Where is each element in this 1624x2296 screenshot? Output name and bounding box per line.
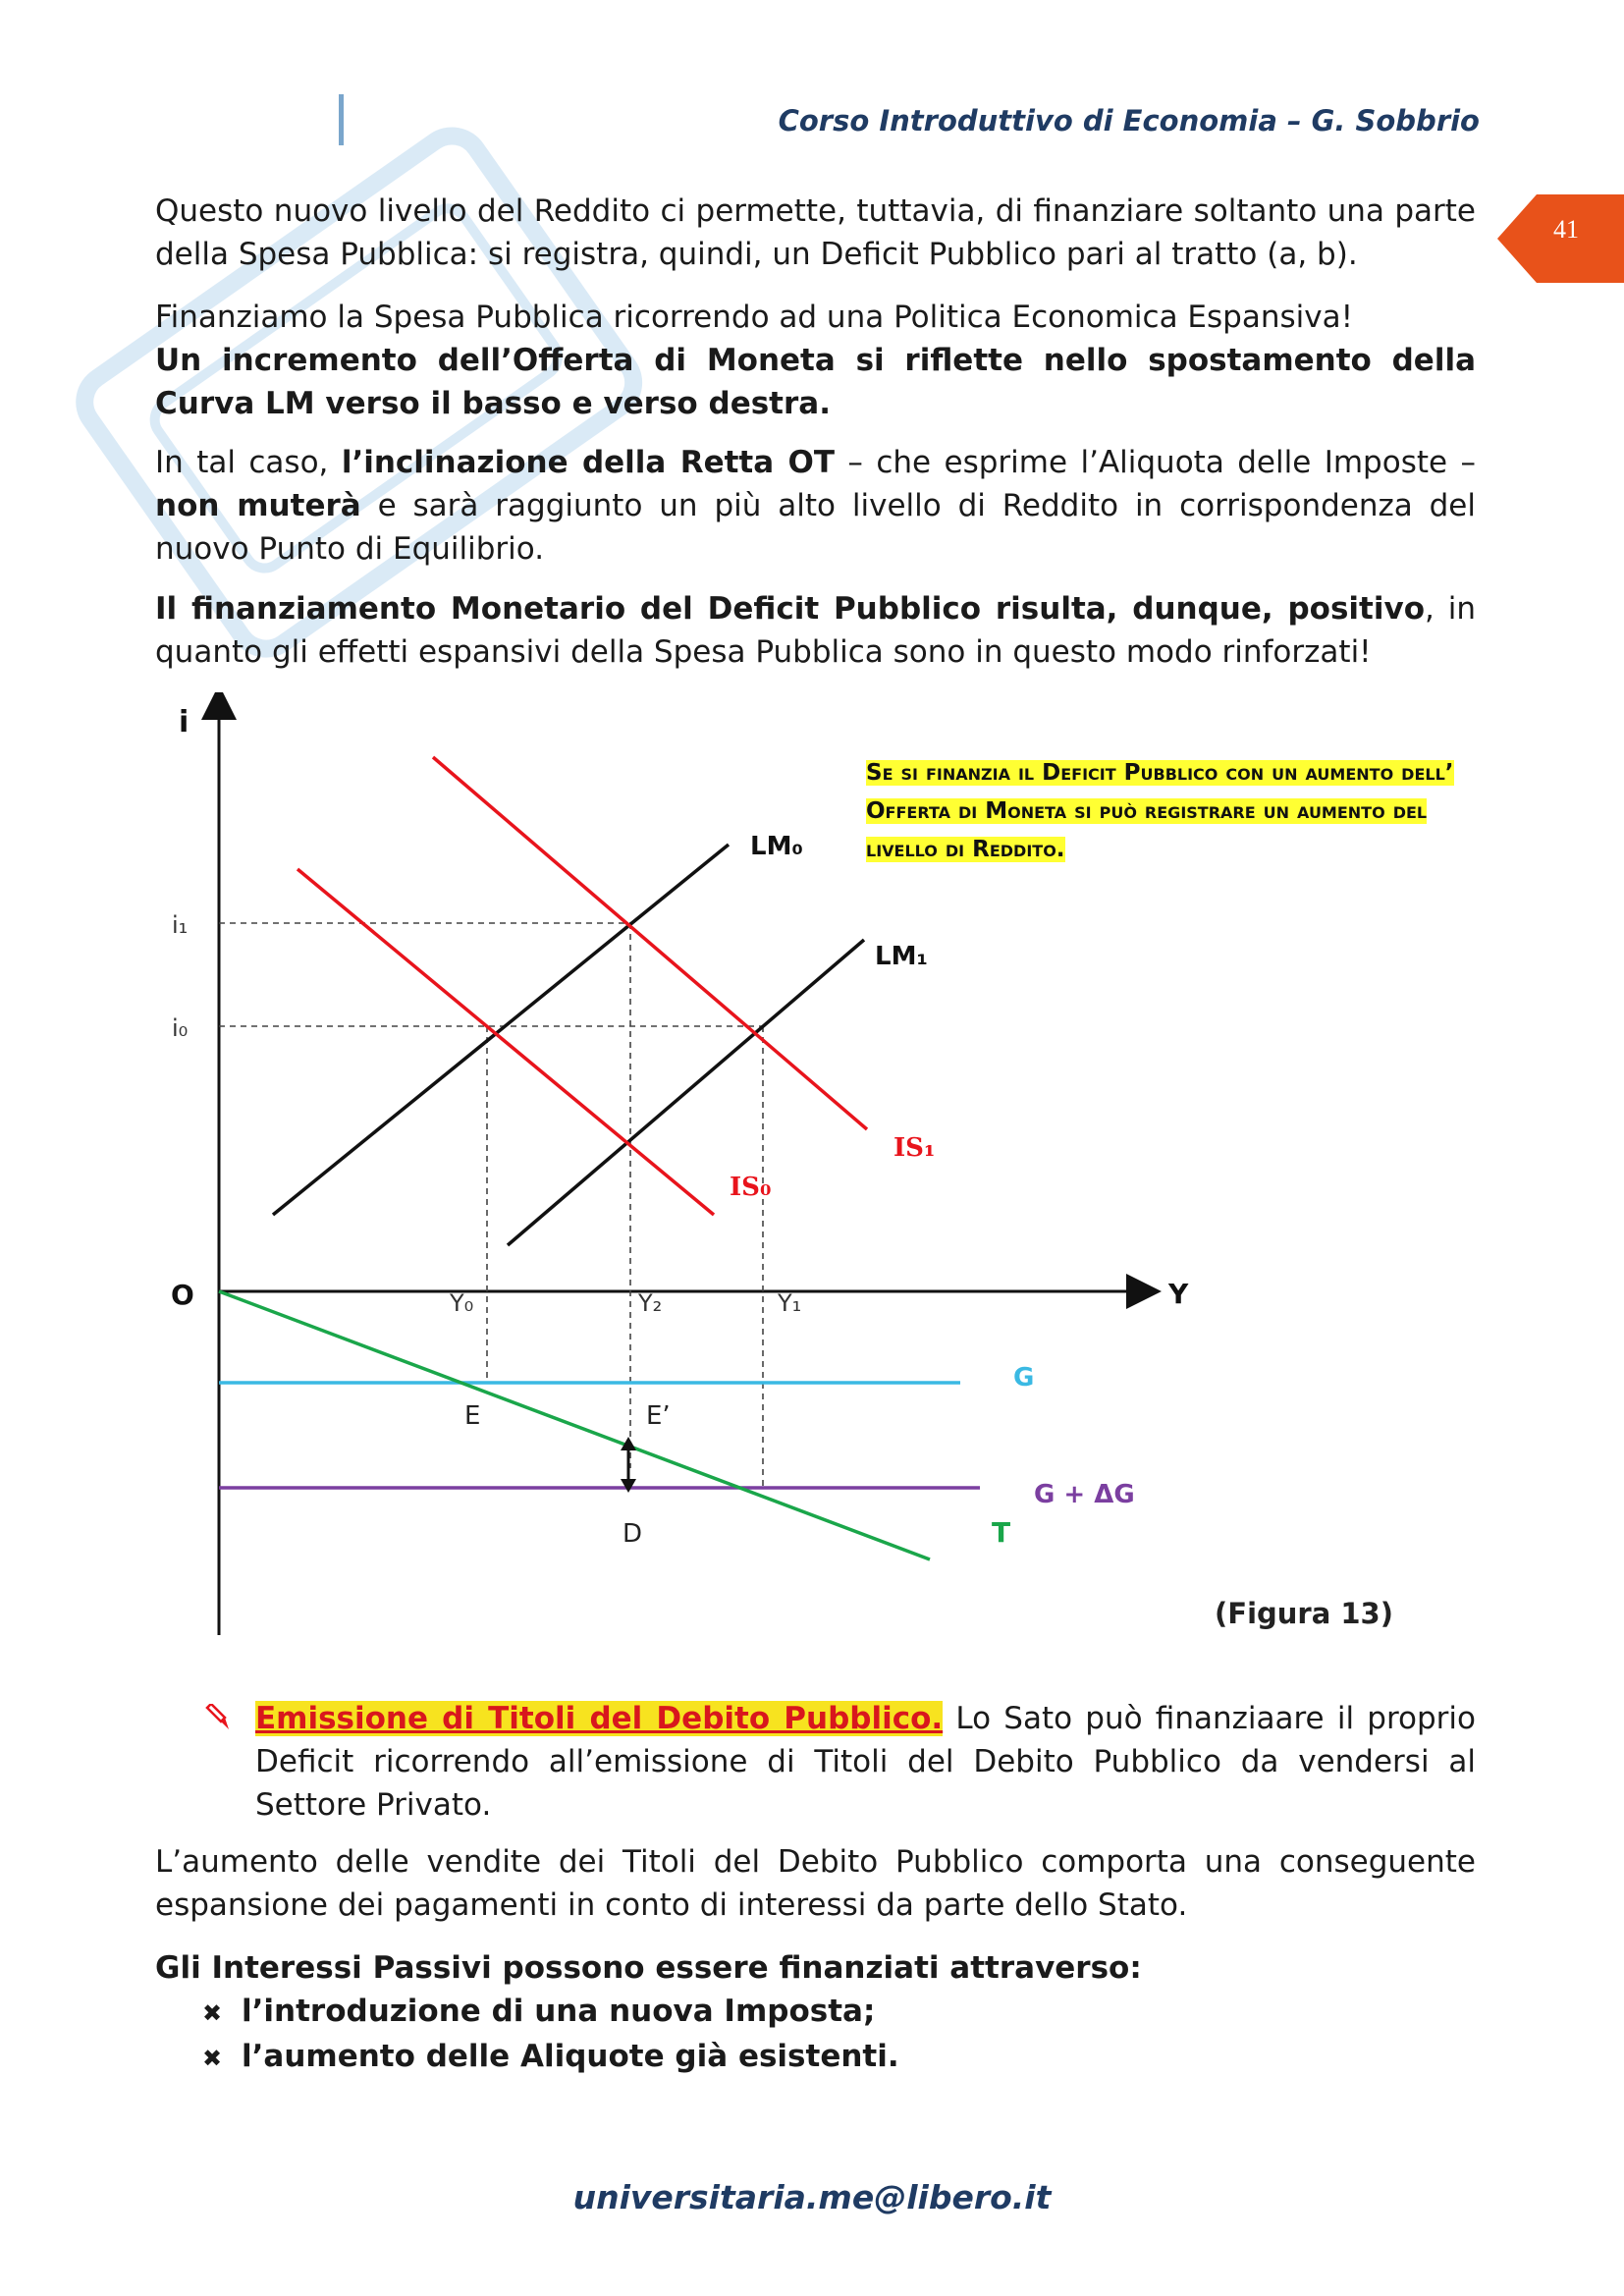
is0-curve: [298, 869, 714, 1215]
label-i1: i₁: [172, 911, 189, 939]
label-i0: i₀: [172, 1014, 189, 1042]
label-t: T: [992, 1516, 1011, 1549]
label-e-prime: E’: [646, 1401, 671, 1431]
is1-curve: [433, 757, 867, 1129]
bullet-text: Lo Sato può finanziaare il proprio Deficit ricorrendo all’emissione di Titoli del Debito Pubblico da vendersi al Settore Privato.: [255, 1701, 1476, 1823]
p4-bold: Il finanziamento Monetario del Deficit Pubblico risulta, dunque, positivo: [155, 591, 1425, 627]
label-i: i: [179, 705, 189, 739]
p4-rest: , in quanto gli effetti espansivi della Spesa Pubblica sono in questo modo rinforzati!: [155, 591, 1476, 670]
paragraph-2-bold: Un incremento dell’Offerta di Moneta si riflette nello spostamento della Curva LM verso il basso e verso destra.: [155, 343, 1476, 421]
paragraph-5: L’aumento delle vendite dei Titoli del Debito Pubblico comporta una conseguente espansione dei pagamenti in conto di interessi da parte dello Stato.: [155, 1844, 1476, 1923]
paragraph-3: [155, 441, 1476, 571]
label-y0: Y₀: [450, 1289, 474, 1317]
list-item: [155, 1990, 1476, 2035]
label-y-axis: Y: [1168, 1278, 1189, 1310]
label-e: E: [464, 1401, 481, 1431]
label-g: G: [1013, 1363, 1035, 1393]
p3-bold-d: non muterà: [155, 488, 361, 523]
list-item-text: l’aumento delle Aliquote già esistenti.: [242, 2039, 899, 2074]
lm1-curve: [508, 940, 864, 1245]
bullet-paragraph: [255, 1697, 1476, 1827]
footer-email[interactable]: universitaria.me@libero.it: [572, 2178, 1052, 2216]
label-origin: O: [171, 1279, 194, 1311]
header-accent-bar: [339, 94, 344, 145]
paragraph-6-bold: Gli Interessi Passivi possono essere finanziati attraverso:: [155, 1950, 1142, 1986]
p3-text-c: – che esprime l’Aliquota delle Imposte –: [835, 445, 1476, 480]
cross-bullet-icon: ✖: [202, 1999, 223, 2027]
label-y1: Y₁: [778, 1289, 802, 1317]
figure-callout: [866, 754, 1494, 869]
list-item: [155, 2035, 1476, 2080]
bullet-title: Emissione di Titoli del Debito Pubblico.: [255, 1701, 944, 1736]
pencil-bullet-icon: [203, 1704, 233, 1733]
p3-text-e: e sarà raggiunto un più alto livello di Reddito in corrispondenza del nuovo Punto di Equilibrio.: [155, 488, 1476, 567]
paragraph-1: Questo nuovo livello del Reddito ci permette, tuttavia, di finanziare soltanto una parte della Spesa Pubblica: si registra, quindi, un Deficit Pubblico pari al tratto (a, b).: [155, 193, 1476, 272]
page-number: 41: [1553, 215, 1579, 244]
cross-bullet-icon: ✖: [202, 2045, 223, 2072]
callout-text: Se si finanzia il Deficit Pubblico con un aumento dell’ Offerta di Moneta si può registrare un aumento del livello di Reddito.: [866, 760, 1454, 862]
label-lm1: LM₁: [875, 942, 928, 971]
p3-text-a: In tal caso,: [155, 445, 342, 480]
list-item-text: l’introduzione di una nuova Imposta;: [242, 1994, 876, 2029]
label-d: D: [623, 1519, 643, 1549]
p3-bold-b: l’inclinazione della Retta OT: [341, 445, 836, 480]
label-is1: IS₁: [893, 1133, 936, 1163]
paragraph-2: [155, 296, 1476, 425]
t-line: [219, 1291, 930, 1559]
label-g-dg: G + ΔG: [1034, 1480, 1135, 1509]
label-lm0: LM₀: [750, 832, 803, 861]
paragraph-6: [155, 1946, 1476, 2080]
label-y2: Y₂: [638, 1289, 663, 1317]
paragraph-2-line: Finanziamo la Spesa Pubblica ricorrendo ad una Politica Economica Espansiva!: [155, 300, 1354, 335]
paragraph-4: [155, 587, 1476, 674]
label-is0: IS₀: [730, 1173, 772, 1202]
figure-caption: (Figura 13): [1215, 1597, 1393, 1630]
page-header-title: Corso Introduttivo di Economia – G. Sobbrio: [778, 104, 1480, 137]
lm0-curve: [273, 845, 729, 1215]
